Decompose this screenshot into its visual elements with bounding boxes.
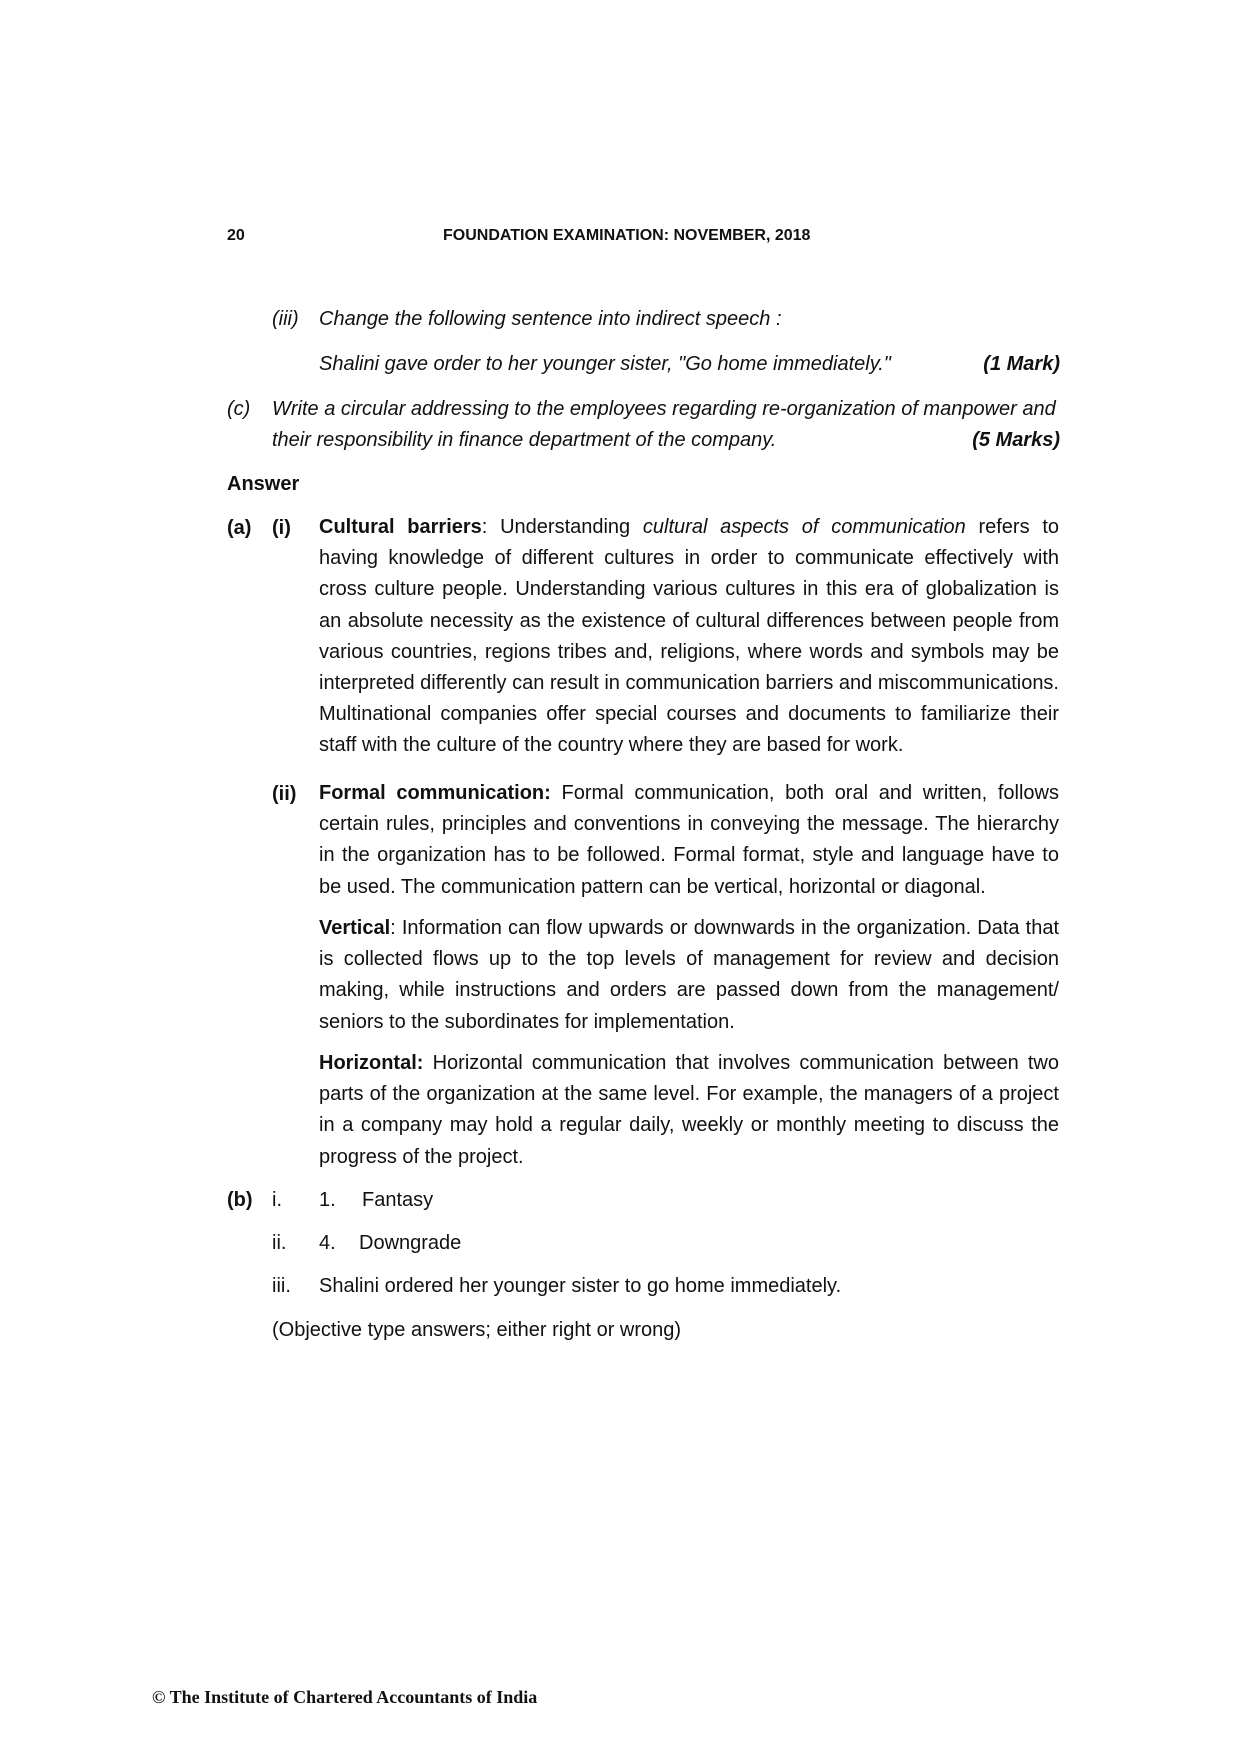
answer-a-ii-paragraph bbox=[319, 778, 1059, 903]
vertical-text: : Information can flow upwards or downwards in the organization. Data that is collected flows up to the top levels of management for review and decision making, while instructions and orders are passed down from the management/ seniors to the subordinates for implementation. bbox=[319, 917, 1059, 1033]
vertical-paragraph bbox=[319, 913, 1059, 1038]
question-c-marks: (5 Marks) bbox=[972, 429, 1060, 451]
answer-a-i-sep: : Understanding bbox=[481, 516, 643, 538]
answer-a-i-paragraph bbox=[319, 512, 1059, 762]
horizontal-term: Horizontal: bbox=[319, 1052, 424, 1074]
answer-a-ii-label: (ii) bbox=[272, 783, 297, 805]
horizontal-text: Horizontal communication that involves communication between two parts of the organization at the same level. For example, the managers of a project in a company may hold a regular daily, weekly or monthly meeting to discuss the progress of the project. bbox=[319, 1052, 1059, 1168]
question-c-line2: their responsibility in finance department of the company. bbox=[272, 429, 777, 451]
answer-a-i-text: refers to having knowledge of different cultures in order to communicate effectively with cross culture people. Understanding various cultures in this era of globalization is an absolute necessity as the existence of cultural differences between people from various countries, regions tribes and, religions, where words and symbols may be interpreted differently can result in communication barriers and miscommunications. Multinational companies offer special courses and documents to familiarize their staff with the culture of the country where they are based for work. bbox=[319, 516, 1059, 757]
answer-b-item-text: Shalini ordered her younger sister to go home immediately. bbox=[319, 1275, 842, 1297]
answer-a-ii-text: Formal communication, both oral and written, follows certain rules, principles and conventions in conveying the message. The hierarchy in the organization has to be followed. Formal format, style and language have to be used. The communication pattern can be vertical, horizontal or diagonal. bbox=[319, 782, 1059, 898]
formal-communication-term: Formal communication: bbox=[319, 782, 551, 804]
answer-b-item-text: Downgrade bbox=[359, 1232, 462, 1254]
answer-a-i-label: (i) bbox=[272, 517, 291, 539]
answer-b-item-roman: i. bbox=[272, 1189, 282, 1211]
page-title: FOUNDATION EXAMINATION: NOVEMBER, 2018 bbox=[443, 227, 811, 244]
horizontal-paragraph bbox=[319, 1048, 1059, 1173]
question-iii-marks: (1 Mark) bbox=[983, 353, 1060, 375]
answer-b-item-num: 4. bbox=[319, 1232, 336, 1254]
answer-b-label: (b) bbox=[227, 1189, 253, 1211]
answer-a-label: (a) bbox=[227, 517, 252, 539]
question-iii-sentence: Shalini gave order to her younger sister, "Go home immediately." bbox=[319, 353, 891, 375]
answer-b-note: (Objective type answers; either right or wrong) bbox=[272, 1319, 682, 1341]
answer-b-item-roman: iii. bbox=[272, 1275, 291, 1297]
question-iii-text: Change the following sentence into indirect speech : bbox=[319, 308, 782, 330]
cultural-aspects-italic: cultural aspects of communication bbox=[642, 516, 966, 538]
answer-heading: Answer bbox=[227, 473, 300, 495]
page-number: 20 bbox=[227, 227, 245, 244]
question-c-label: (c) bbox=[227, 398, 251, 420]
answer-b-item-num: 1. bbox=[319, 1189, 336, 1211]
vertical-term: Vertical bbox=[319, 917, 391, 939]
page-header bbox=[0, 227, 1241, 251]
answer-b-item-text: Fantasy bbox=[362, 1189, 434, 1211]
copyright-footer: © The Institute of Chartered Accountants of India bbox=[152, 1687, 538, 1707]
cultural-barriers-term: Cultural barriers bbox=[319, 516, 482, 538]
answer-b-item-roman: ii. bbox=[272, 1232, 287, 1254]
question-iii-label: (iii) bbox=[272, 308, 299, 330]
question-c-line1: Write a circular addressing to the employees regarding re-organization of manpower and bbox=[272, 398, 1056, 420]
